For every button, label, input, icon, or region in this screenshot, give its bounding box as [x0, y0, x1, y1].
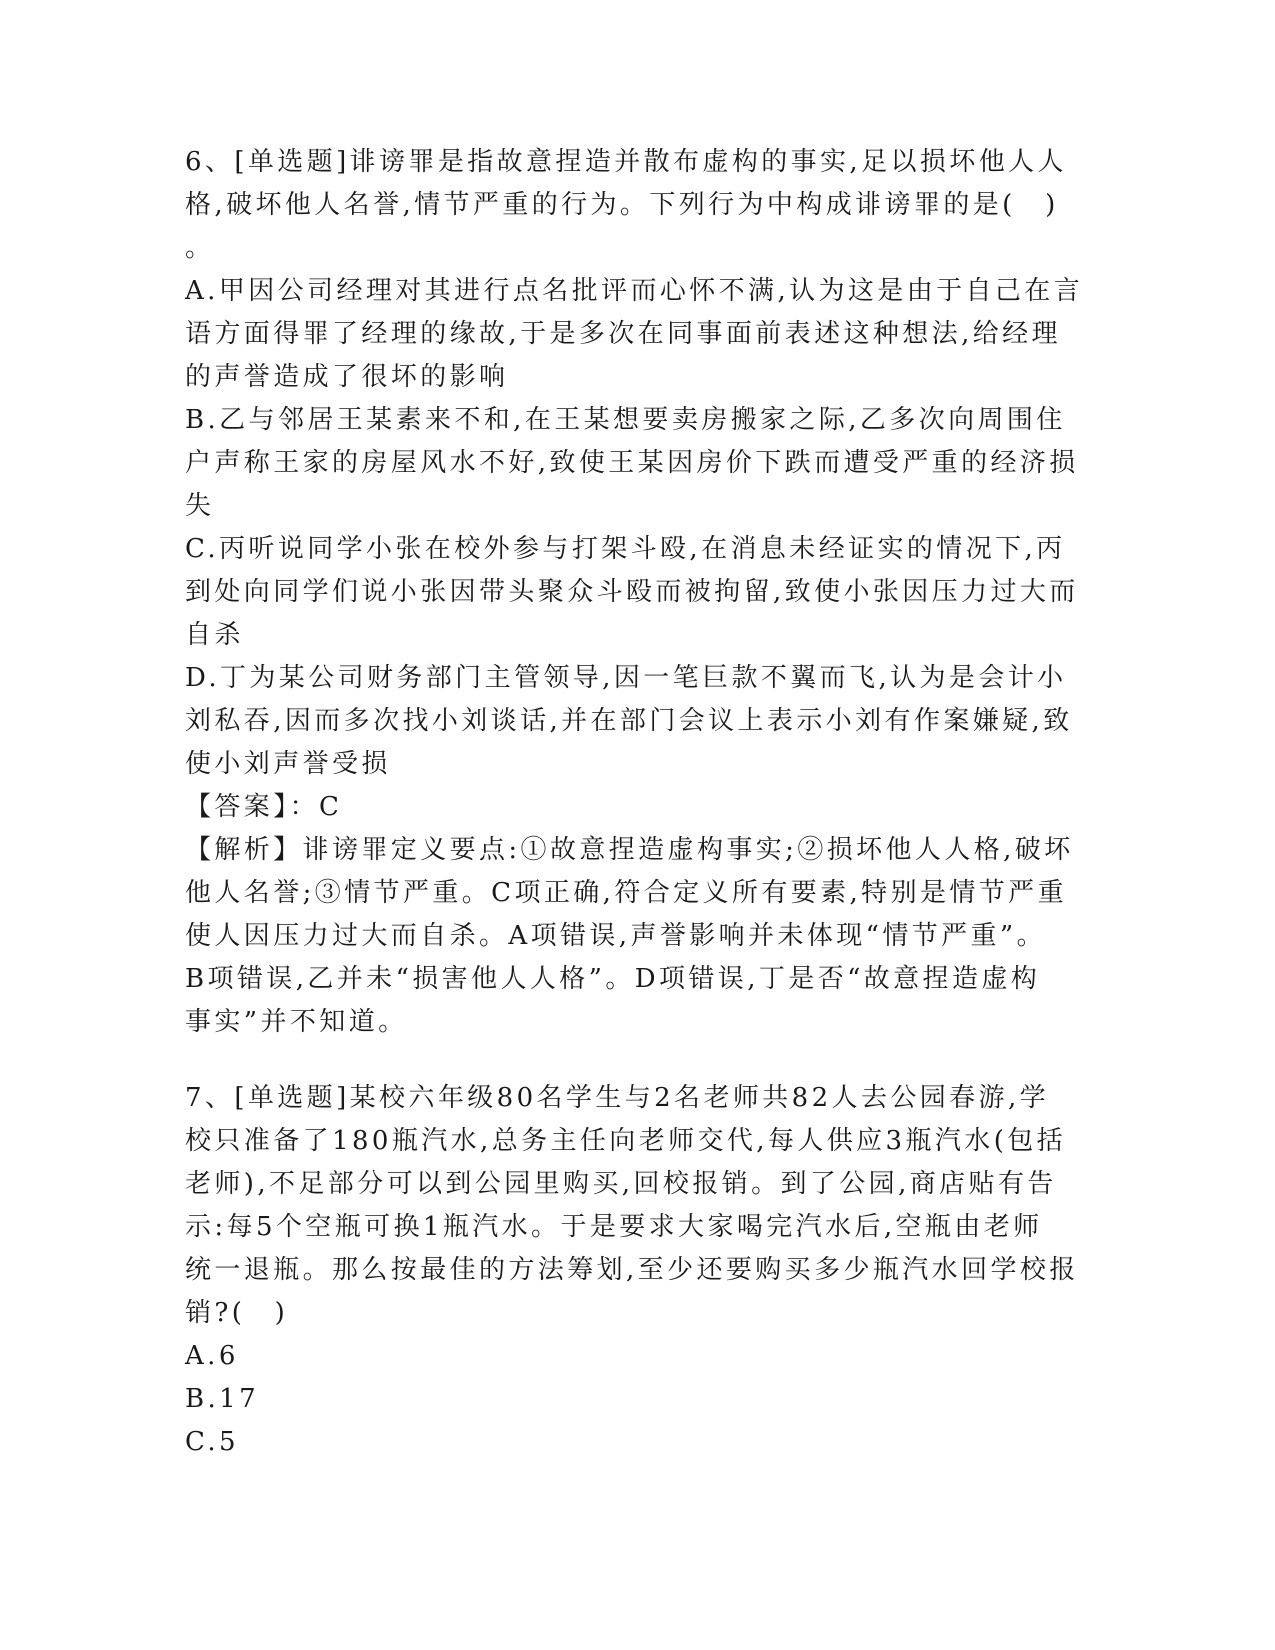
- option-c-line: 到处向同学们说小张因带头聚众斗殴而被拘留,致使小张因压力过大而: [185, 577, 1079, 607]
- analysis-line: B项错误,乙并未“损害他人人格”。D项错误,丁是否“故意捏造虚构: [185, 964, 1041, 994]
- option-a-line: A.6: [185, 1341, 239, 1371]
- option-d-line: 刘私吞,因而多次找小刘谈话,并在部门会议上表示小刘有作案嫌疑,致: [185, 706, 1073, 736]
- option-b-line: B.乙与邻居王某素来不和,在王某想要卖房搬家之际,乙多次向周围住: [185, 405, 1066, 435]
- option-a-line: A.甲因公司经理对其进行点名批评而心怀不满,认为这是由于自己在言: [185, 276, 1084, 306]
- analysis-line: 他人名誉;③情节严重。C项正确,符合定义所有要素,特别是情节严重: [185, 878, 1067, 908]
- question-stem-line: 格,破坏他人名誉,情节严重的行为。下列行为中构成诽谤罪的是( ): [185, 190, 1059, 220]
- option-a-line: 语方面得罪了经理的缘故,于是多次在同事面前表述这种想法,给经理: [185, 319, 1061, 349]
- analysis-line: 事实”并不知道。: [185, 1007, 408, 1037]
- question-stem-line: 6、[单选题]诽谤罪是指故意捏造并散布虚构的事实,足以损坏他人人: [185, 147, 1067, 177]
- option-d-line: D.丁为某公司财务部门主管领导,因一笔巨款不翼而飞,认为是会计小: [185, 663, 1067, 693]
- option-b-line: 失: [185, 491, 215, 521]
- option-b-line: B.17: [185, 1384, 260, 1414]
- question-stem-line: 。: [185, 233, 215, 263]
- option-c-line: 自杀: [185, 620, 244, 650]
- option-a-line: 的声誉造成了很坏的影响: [185, 362, 509, 392]
- option-b-line: 户声称王家的房屋风水不好,致使王某因房价下跌而遭受严重的经济损: [185, 448, 1079, 478]
- option-c-line: C.5: [185, 1427, 239, 1457]
- question-stem-line: 7、[单选题]某校六年级80名学生与2名老师共82人去公园春游,学: [185, 1083, 1050, 1113]
- question-7: [185, 1077, 1080, 1464]
- question-stem-line: 校只准备了180瓶汽水,总务主任向老师交代,每人供应3瓶汽水(包括: [185, 1126, 1067, 1156]
- question-stem-line: 销?( ): [185, 1298, 289, 1328]
- question-stem-line: 统一退瓶。那么按最佳的方法筹划,至少还要购买多少瓶汽水回学校报: [185, 1255, 1079, 1285]
- question-stem-line: 老师),不足部分可以到公园里购买,回校报销。到了公园,商店贴有告: [185, 1169, 1057, 1199]
- analysis-line: 【解析】诽谤罪定义要点:①故意捏造虚构事实;②损坏他人人格,破坏: [185, 835, 1074, 865]
- analysis-line: 使人因压力过大而自杀。A项错误,声誉影响并未体现“情节严重”。: [185, 921, 1047, 951]
- option-d-line: 使小刘声誉受损: [185, 749, 391, 779]
- question-6: [185, 141, 1084, 1044]
- answer-line: 【答案】：C: [185, 792, 343, 822]
- option-c-line: C.丙听说同学小张在校外参与打架斗殴,在消息未经证实的情况下,丙: [185, 534, 1066, 564]
- question-stem-line: 示:每5个空瓶可换1瓶汽水。于是要求大家喝完汽水后,空瓶由老师: [185, 1212, 1043, 1242]
